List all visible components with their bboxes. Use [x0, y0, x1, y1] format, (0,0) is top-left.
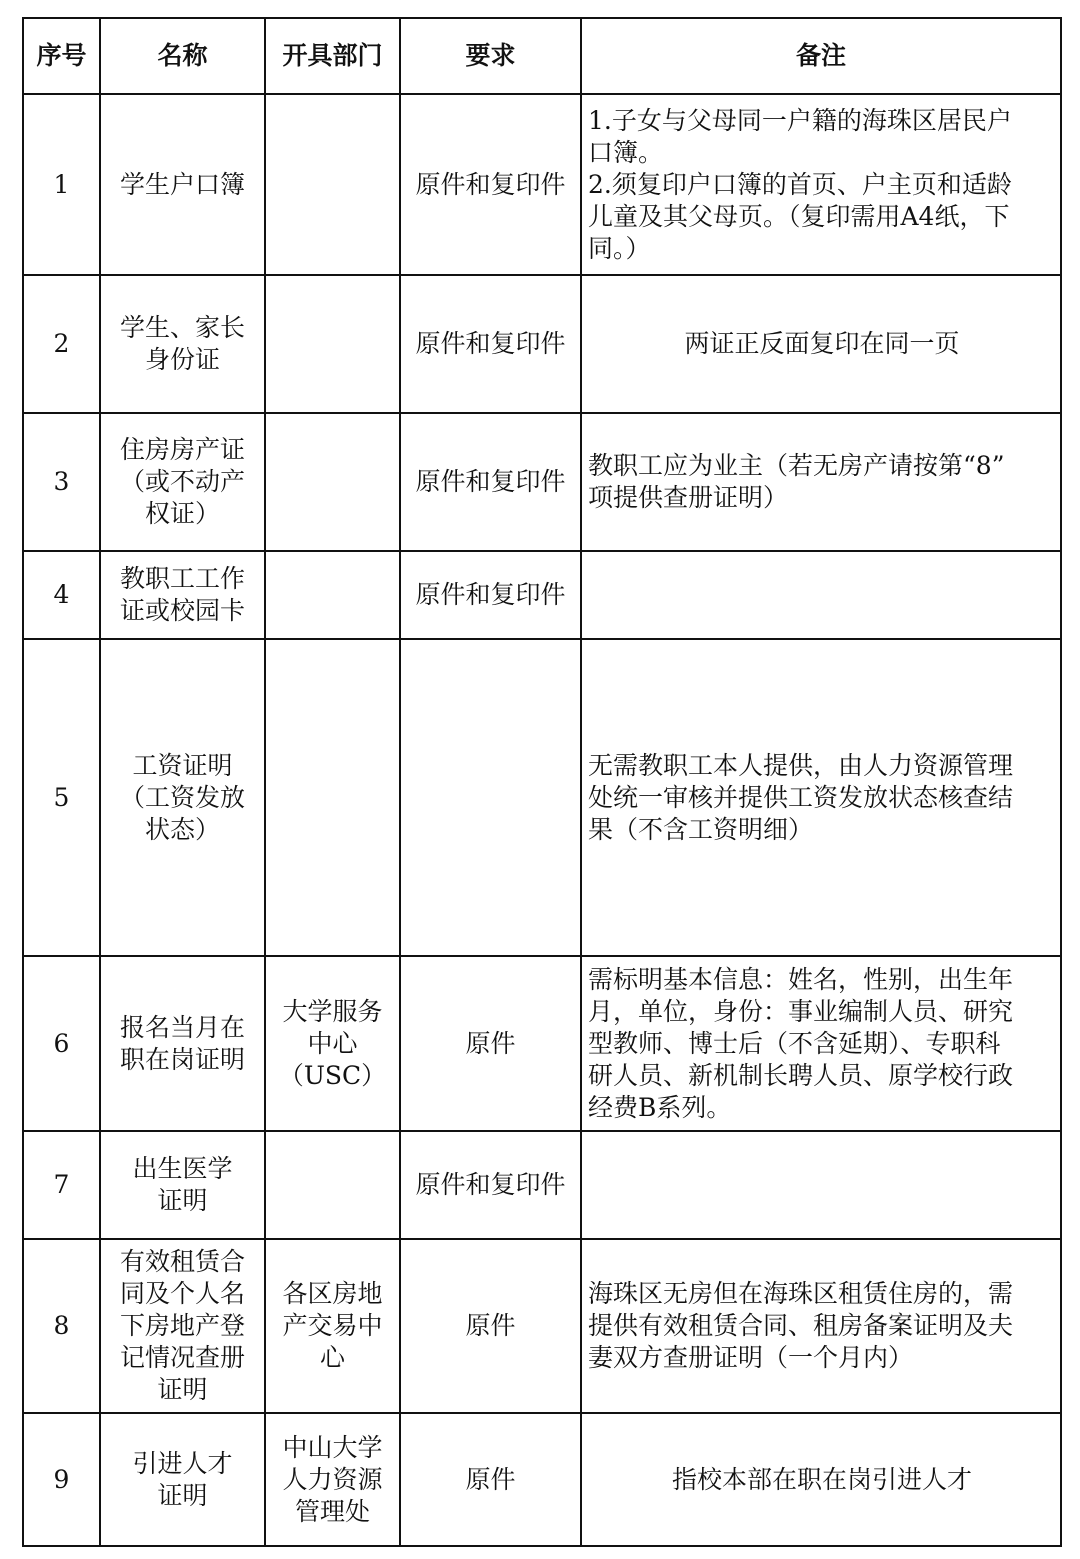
document-name — [100, 1239, 265, 1413]
requirement: 原件 — [400, 1413, 581, 1546]
row-number: 2 — [23, 275, 100, 413]
document-name-line: 工资证明 — [132, 750, 233, 780]
document-name-line: 有效租赁合 — [119, 1247, 245, 1276]
table-row — [23, 1239, 1061, 1413]
document-name-line: 学生、家长 — [119, 313, 245, 342]
remark — [581, 413, 1061, 551]
issuing-department — [265, 413, 400, 551]
requirement: 原件和复印件 — [400, 1131, 581, 1239]
document-name-line: 出生医学 — [132, 1154, 233, 1183]
document-name-line: （工资发放 — [119, 782, 245, 812]
table-row — [23, 1413, 1061, 1546]
remark-line: 需标明基本信息：姓名，性别，出生年 — [588, 964, 1014, 994]
issuing-department — [265, 956, 400, 1131]
requirement — [400, 639, 581, 956]
remark-line: 妻双方查册证明（一个月内） — [588, 1343, 914, 1372]
document-name-line: 同及个人名 — [119, 1279, 245, 1308]
issuing-department-line: 产交易中 — [282, 1311, 383, 1340]
requirement: 原件和复印件 — [400, 94, 581, 275]
remark-line: 1.子女与父母同一户籍的海珠区居民户 — [588, 105, 1012, 135]
remark — [581, 94, 1061, 275]
remark-line: 无需教职工本人提供，由人力资源管理 — [588, 750, 1014, 780]
remark — [581, 551, 1061, 639]
remark-line: 经费B系列。 — [588, 1092, 732, 1122]
table-row — [23, 94, 1061, 275]
document-name — [100, 94, 265, 275]
issuing-department — [265, 1131, 400, 1239]
header-name: 名称 — [100, 18, 265, 94]
table-body — [23, 94, 1061, 1546]
remark-line: 2.须复印户口簿的首页、户主页和适龄 — [588, 169, 1012, 199]
remark-line: 教职工应为业主（若无房产请按第“8” — [588, 451, 1005, 480]
remark — [581, 1131, 1061, 1239]
row-number: 6 — [23, 956, 100, 1131]
requirement: 原件 — [400, 956, 581, 1131]
document-name — [100, 956, 265, 1131]
issuing-department-line: 心 — [319, 1343, 345, 1372]
document-name-line: 证明 — [157, 1186, 208, 1215]
table-row — [23, 551, 1061, 639]
remark — [581, 956, 1061, 1131]
document-name-line: 证明 — [157, 1375, 208, 1404]
remark-line: 提供有效租赁合同、租房备案证明及夫 — [588, 1311, 1014, 1340]
remark — [581, 1413, 1061, 1546]
remark-line: 同。） — [588, 233, 651, 263]
remark — [581, 639, 1061, 956]
table-row — [23, 956, 1061, 1131]
remark — [581, 1239, 1061, 1413]
issuing-department-line: 中山大学 — [282, 1432, 383, 1462]
remark-line: 型教师、博士后（不含延期）、专职科 — [588, 1028, 1001, 1058]
issuing-department — [265, 1413, 400, 1546]
document-name-line: 住房房产证 — [119, 435, 245, 464]
remark-line: 果（不含工资明细） — [588, 814, 814, 844]
row-number: 9 — [23, 1413, 100, 1546]
document-name-line: 证明 — [157, 1480, 208, 1510]
remark-line: 儿童及其父母页。（复印需用A4纸，下 — [588, 201, 1010, 231]
issuing-department — [265, 639, 400, 956]
header-note: 备注 — [581, 18, 1061, 94]
issuing-department-line: 中心 — [307, 1028, 358, 1058]
row-number: 1 — [23, 94, 100, 275]
remark-line: 月，单位，身份：事业编制人员、研究 — [588, 996, 1014, 1026]
header-no: 序号 — [23, 18, 100, 94]
requirement: 原件和复印件 — [400, 275, 581, 413]
document-name-line: 教职工工作 — [119, 564, 245, 593]
issuing-department — [265, 94, 400, 275]
document-name-line: 证或校园卡 — [119, 596, 245, 625]
remark-line: 海珠区无房但在海珠区租赁住房的，需 — [588, 1279, 1014, 1308]
remark-line: 指校本部在职在岗引进人才 — [671, 1464, 972, 1494]
document-name — [100, 551, 265, 639]
issuing-department-line: 人力资源 — [282, 1464, 383, 1494]
row-number: 8 — [23, 1239, 100, 1413]
header-row — [23, 18, 1061, 94]
issuing-department — [265, 1239, 400, 1413]
document-name — [100, 1131, 265, 1239]
document-name-line: 职在岗证明 — [119, 1044, 245, 1074]
remark-line: 两证正反面复印在同一页 — [684, 329, 960, 358]
document-name — [100, 639, 265, 956]
document-name-line: 引进人才 — [132, 1448, 233, 1478]
materials-table — [22, 17, 1062, 1547]
document-name-line: （或不动产 — [119, 467, 245, 496]
table-row — [23, 275, 1061, 413]
issuing-department — [265, 275, 400, 413]
document-name-line: 身份证 — [144, 345, 220, 374]
issuing-department-line: 管理处 — [294, 1496, 370, 1526]
remark-line: 项提供查册证明） — [588, 483, 789, 512]
row-number: 3 — [23, 413, 100, 551]
issuing-department-line: （USC） — [278, 1060, 387, 1090]
document-name — [100, 413, 265, 551]
document-name-line: 学生户口簿 — [119, 169, 245, 199]
row-number: 7 — [23, 1131, 100, 1239]
document-name-line: 报名当月在 — [119, 1012, 245, 1042]
header-dept: 开具部门 — [265, 18, 400, 94]
requirement: 原件 — [400, 1239, 581, 1413]
table-row — [23, 639, 1061, 956]
document-name — [100, 1413, 265, 1546]
remark-line: 处统一审核并提供工资发放状态核查结 — [588, 782, 1014, 812]
row-number: 4 — [23, 551, 100, 639]
document-name-line: 下房地产登 — [119, 1311, 245, 1340]
row-number: 5 — [23, 639, 100, 956]
document-name — [100, 275, 265, 413]
issuing-department-line: 大学服务 — [282, 996, 383, 1026]
requirement: 原件和复印件 — [400, 413, 581, 551]
issuing-department — [265, 551, 400, 639]
remark — [581, 275, 1061, 413]
issuing-department-line: 各区房地 — [282, 1279, 383, 1308]
requirement: 原件和复印件 — [400, 551, 581, 639]
remark-line: 研人员、新机制长聘人员、原学校行政 — [588, 1060, 1014, 1090]
document-name-line: 权证） — [144, 499, 220, 528]
remark-line: 口簿。 — [588, 137, 664, 167]
table-row — [23, 1131, 1061, 1239]
table-row — [23, 413, 1061, 551]
document-name-line: 记情况查册 — [119, 1343, 245, 1372]
document-name-line: 状态） — [144, 814, 220, 844]
header-requirement: 要求 — [400, 18, 581, 94]
